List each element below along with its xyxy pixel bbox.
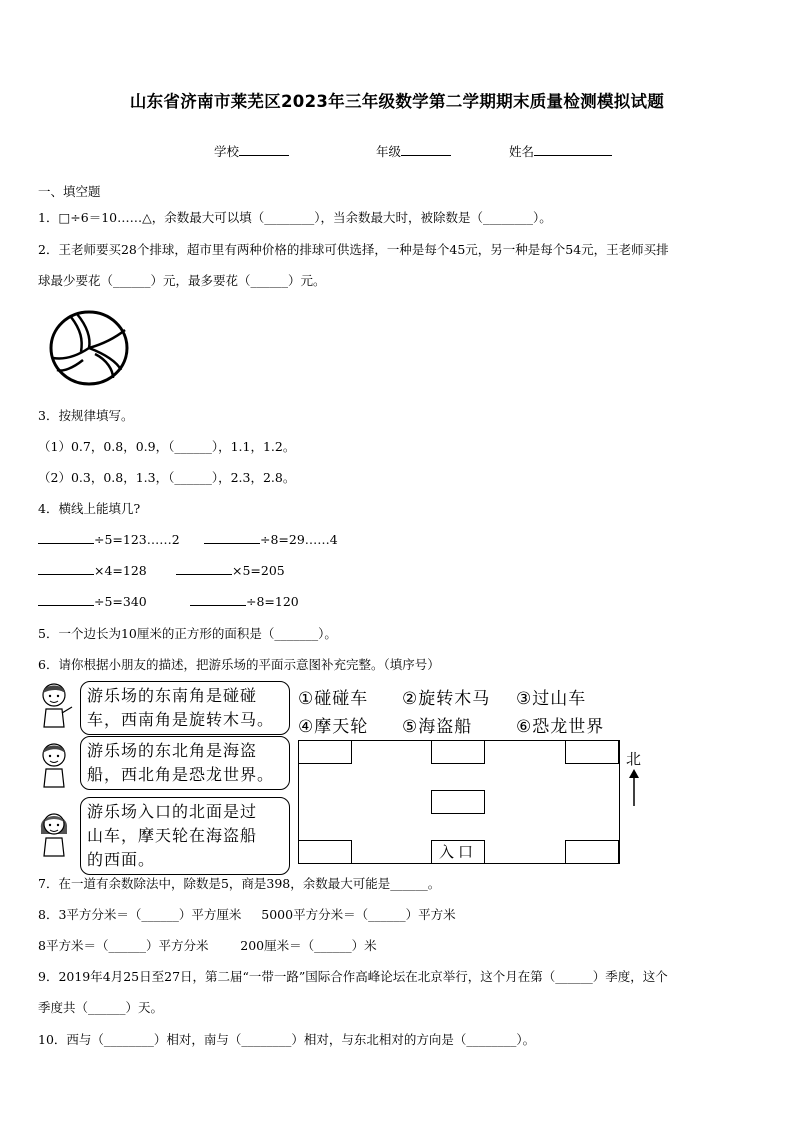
map-cell-center[interactable] [431,790,485,814]
map-cell-north[interactable] [431,740,485,764]
question-1: 1．□÷6＝10……△，余数最大可以填（________），当余数最大时，被除数是（________）。 [38,210,552,225]
answer-blank[interactable] [38,531,94,544]
question-3: 3．按规律填写。 [38,408,134,423]
question-4: 4．横线上能填几? [38,501,141,516]
answer-blank[interactable] [176,562,232,575]
bubble-text: 车，西南角是旋转木马。 [87,710,275,729]
option-2: ②旋转木马 [402,689,491,709]
bubble-text: 游乐场的东北角是海盗 [87,741,258,760]
bubble-text: 游乐场入口的北面是过 [87,802,258,821]
option-5: ⑤海盗船 [402,717,473,737]
q4-expr: ÷5=123……2 [94,532,180,547]
name-blank[interactable] [534,143,612,156]
grade-label: 年级 [376,144,402,159]
speech-bubble-1 [80,681,290,735]
grade-blank[interactable] [401,143,451,156]
question-9-line1: 9．2019年4月25日至27日，第二届“一带一路”国际合作高峰论坛在北京举行，这个月在第（______）季度，这个 [38,969,668,984]
question-10: 10．西与（________）相对，南与（________）相对，与东北相对的方向是（________）。 [38,1032,536,1047]
question-2-line2: 球最少要花（______）元，最多要花（______）元。 [38,273,326,288]
bubble-text: 船，西北角是恐龙世界。 [87,765,275,784]
section-heading: 一、填空题 [38,184,101,199]
q4-item-1 [38,531,180,547]
school-blank[interactable] [239,143,289,156]
map-entrance: 入口 [431,840,485,864]
q4-expr: ×5=205 [232,563,285,578]
north-arrow-icon [628,768,640,808]
q4-expr: ÷8=29……4 [260,532,338,547]
answer-blank[interactable] [38,562,94,575]
question-8-line2: 8平方米＝（______）平方分米 200厘米＝（______）米 [38,938,377,953]
q4-item-6 [190,593,299,609]
question-2-line1: 2．王老师要买28个排球，超市里有两种价格的排球可供选择，一种是每个45元，另一种是每个54元，王老师买排 [38,242,669,257]
answer-blank[interactable] [204,531,260,544]
map-cell-northeast[interactable] [565,740,619,764]
question-6: 6．请你根据小朋友的描述，把游乐场的平面示意图补充完整。（填序号） [38,657,440,672]
q4-expr: ÷8=120 [246,594,299,609]
option-1: ①碰碰车 [298,689,369,709]
speech-bubble-3 [80,797,290,875]
q4-item-5 [38,593,147,609]
map-cell-northwest[interactable] [298,740,352,764]
q4-item-4 [176,562,285,578]
north-label: 北 [626,750,642,768]
q4-expr: ×4=128 [94,563,147,578]
q4-item-3 [38,562,147,578]
park-map [298,740,620,864]
boy-avatar-2 [36,741,76,789]
question-5: 5．一个边长为10厘米的正方形的面积是（_______）。 [38,626,337,641]
volleyball-image [47,308,131,388]
school-label: 学校 [214,144,240,159]
bubble-text: 的西面。 [87,850,156,869]
name-label: 姓名 [509,144,535,159]
question-3-part1: （1）0.7，0.8，0.9，（______），1.1，1.2。 [38,439,296,454]
option-3: ③过山车 [516,689,587,709]
question-9-line2: 季度共（______）天。 [38,1000,164,1015]
speech-bubble-2 [80,736,290,790]
question-8-line1: 8．3平方分米＝（______）平方厘米 5000平方分米＝（______）平方米 [38,907,456,922]
name-field [509,142,612,160]
bubble-text: 游乐场的东南角是碰碰 [87,686,258,705]
map-cell-southwest[interactable] [298,840,352,864]
answer-blank[interactable] [38,593,94,606]
page-title: 山东省济南市莱芜区2023年三年级数学第二学期期末质量检测模拟试题 [129,92,665,111]
boy-avatar-1 [36,681,76,729]
question-3-part2: （2）0.3，0.8，1.3，（______），2.3，2.8。 [38,470,296,485]
q4-expr: ÷5=340 [94,594,147,609]
question-7: 7．在一道有余数除法中，除数是5，商是398，余数最大可能是______。 [38,876,441,891]
q4-item-2 [204,531,338,547]
school-field [214,142,289,160]
answer-blank[interactable] [190,593,246,606]
girl-avatar [36,808,76,858]
map-cell-southeast[interactable] [565,840,619,864]
bubble-text: 山车，摩天轮在海盗船 [87,826,258,845]
grade-field [376,142,451,160]
option-6: ⑥恐龙世界 [516,717,605,737]
option-4: ④摩天轮 [298,717,369,737]
